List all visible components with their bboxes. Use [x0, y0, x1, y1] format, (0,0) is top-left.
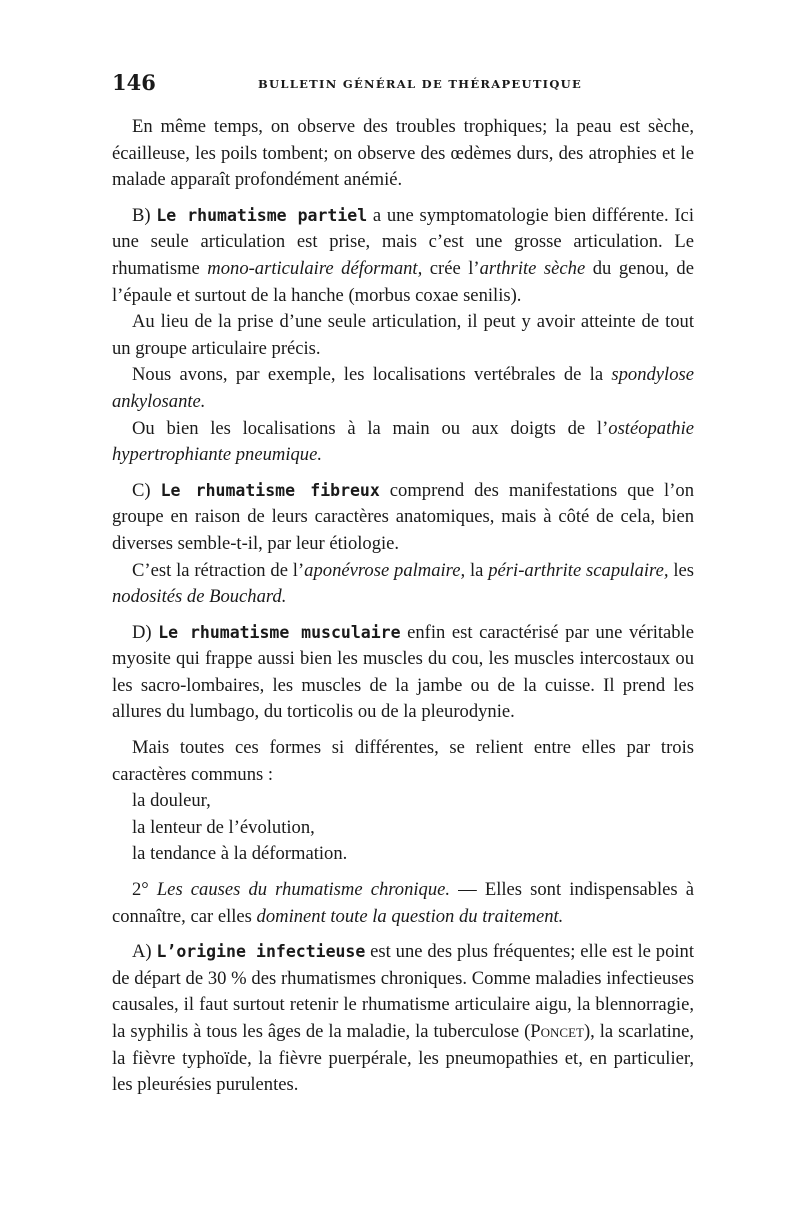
paragraph-hand	[112, 416, 694, 469]
text-run: enfin est caractérisé par une véritable myosite qui frappe aussi bien les muscles du cou, les muscles intercostaux ou les sacro-lombaires, les muscles de la jambe ou de la cuisse. Il prend les allures du lumbago, du torticolis ou de la pleurodynie.	[112, 621, 694, 723]
italic-run: spondylose ankylosante.	[112, 364, 694, 412]
italic-run: aponévrose palmaire,	[304, 559, 466, 581]
paragraph-symptoms: En même temps, on observe des troubles trophiques; la peau est sèche, écailleuse, les poils tombent; on observe des œdèmes durs, des atrophies et le malade apparaît profondément anémié.	[112, 116, 694, 191]
paragraph-infectious-origin	[112, 939, 694, 1099]
italic-run: Les causes du rhumatisme chronique.	[156, 879, 451, 901]
paragraph-causes	[112, 877, 694, 930]
small-caps-run: Poncet	[530, 1021, 584, 1042]
section-label: B)	[132, 204, 151, 226]
text-run: Ou bien les localisations à la main ou aux doigts de l’	[132, 417, 609, 439]
text-run: C’est la rétraction de l’	[132, 559, 305, 581]
list-item: la douleur,	[132, 790, 211, 812]
text-run: crée l’	[422, 257, 480, 279]
page-header	[112, 70, 694, 100]
body-text	[112, 114, 694, 1099]
text-run: comprend des manifestations que l’on groupe en raison de leurs caractères anatomiques, mais à côté de cela, bien diverses semble-t-il, par leur étiologie.	[112, 479, 694, 554]
section-label: 2°	[132, 879, 149, 901]
paragraph-common-characters: Mais toutes ces formes si différentes, se relient entre elles par trois caractères communs :	[112, 737, 694, 785]
text-run: Nous avons, par exemple, les localisations vertébrales de la	[132, 364, 612, 386]
paragraph-group-articular: Au lieu de la prise d’une seule articulation, il peut y avoir atteinte de tout un groupe articulaire précis.	[112, 311, 694, 359]
italic-run: nodosités de Bouchard.	[112, 586, 287, 608]
text-run: du genou, de l’épaule et surtout de la hanche (morbus coxae senilis).	[112, 257, 694, 306]
italic-run: ostéopathie hypertrophiante pneumique.	[112, 417, 694, 466]
paragraph-vertebral	[112, 362, 694, 415]
italic-run: mono-articulaire déformant,	[207, 257, 423, 279]
list-item: la lenteur de l’évolution,	[132, 816, 315, 838]
text-run: les	[668, 559, 695, 581]
section-heading: L’origine infectieuse	[156, 942, 366, 962]
text-run: la	[465, 559, 489, 581]
section-heading: Le rhumatisme fibreux	[160, 480, 380, 500]
italic-run: dominent toute la question du traitement.	[256, 905, 564, 927]
running-title: BULLETIN GÉNÉRAL DE THÉRAPEUTIQUE	[258, 77, 583, 91]
text-run: a une symptomatologie bien différente. Ici une seule articulation est prise, mais c’est une grosse articulation. Le rhumatisme	[112, 204, 694, 279]
paragraph-retraction	[112, 558, 694, 611]
section-label: C)	[132, 479, 151, 501]
text-run: ), la scarlatine, la fièvre typhoïde, la fièvre puerpérale, les pneumopathies et, en particulier, les pleurésies purulentes.	[112, 1021, 694, 1096]
list-item: la tendance à la déformation.	[132, 843, 348, 865]
paragraph-muscular-rheumatism	[112, 620, 694, 726]
section-label: D)	[132, 621, 152, 643]
page-number: 146	[112, 70, 156, 95]
section-label: A)	[132, 941, 152, 963]
paragraph-fibrous-rheumatism	[112, 478, 694, 558]
section-heading: Le rhumatisme partiel	[156, 205, 368, 225]
text-run: est une des plus fréquentes; elle est le point de départ de 30 % des rhumatismes chroniques. Comme maladies infectieuses causales, il faut surtout retenir le rhumatisme articulaire aigu, la blennorragie, la syphilis à tous les âges de la maladie, la tuberculose (	[112, 941, 694, 1042]
text-run: — Elles sont indispensables à connaître, car elles	[112, 879, 695, 927]
paragraph-partial-rheumatism	[112, 203, 694, 309]
italic-run: péri-arthrite scapulaire,	[488, 559, 669, 581]
italic-run: arthrite sèche	[479, 257, 586, 279]
section-heading: Le rhumatisme musculaire	[158, 622, 401, 642]
